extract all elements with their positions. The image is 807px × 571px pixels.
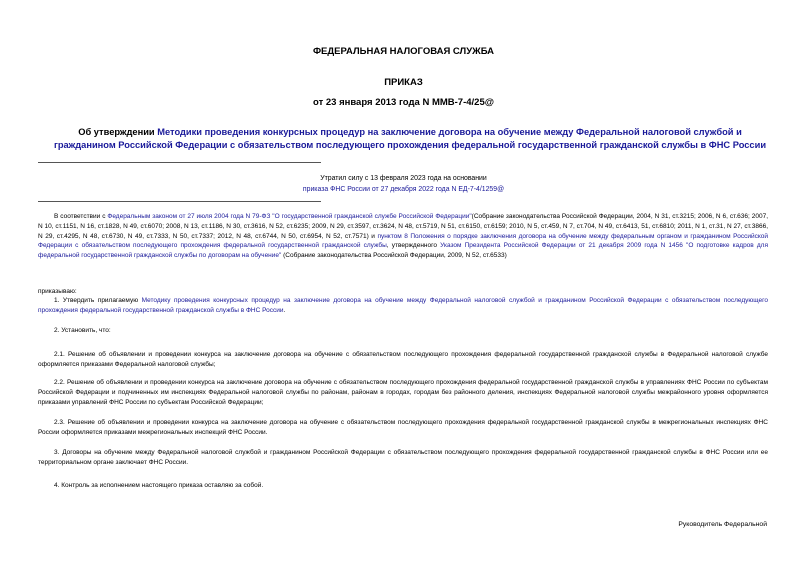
- regulation-clause-link[interactable]: пунктом 8 Положения о порядке заключения договора на обучение между федеральным органом и гражданином Российской Федерации с обязательством последующего прохождения федеральной государственной гражданской службы: [38, 232, 768, 250]
- doc-type-title: ПРИКАЗ: [384, 77, 423, 88]
- item-3: [38, 448, 768, 468]
- item-2-3-text: 2.3. Решение об объявлении и проведении конкурса на заключение договора на обучение с обязательством последующего прохождения федеральной государственной гражданской службы в межрегиональных инспекциях ФНС России оформляется приказами межрегиональных инспекций ФНС России.: [38, 419, 768, 436]
- item-2-2-text: 2.2. Решение об объявлении и проведении конкурса на заключение договора на обучение с обязательством последующего прохождения федеральной государственной гражданской службы в управлениях ФНС России по субъектам Российской Федерации и подчиненных им инспекциях Федеральной налоговой службы по районам, районам в городах, городам без районного деления, инспекциях Федеральной налоговой службы межрайонного уровня оформляется приказами управлений ФНС России по субъектам Российской Федерации;: [38, 379, 768, 406]
- basis-text-2: (Собрание законодательства Российской Федерации, 2004, N 31, ст.3215; 2006, N 6, ст.636; 2007, N 10, ст.1151, N 16, ст.1828, N 49, ст.6070; 2008, N 13, ст.1186, N 30, ст.3616, N 52, ст.6235; 2009, N 29, ст.3597, ст.3624, N 48, ст.5719, N 51, ст.6150, ст.6159; 2010, N 5, ст.459, N 7, ст.704, N 49, ст.6413, 51, ст.6810; 2011, N 1, ст.31, N 27, ст.3866, N 29, ст.4295, N 48, ст.6730, N 49, ст.7333, N 50, ст.7337; 2012, N 48, ст.6744, N 50, ст.6954, N 52, ст.7571) и: [38, 213, 769, 240]
- approved-methodology-link[interactable]: Методику проведения конкурсных процедур на заключение договора на обучение между Федеральной налоговой службой и гражданином Российской Федерации с обязательством последующего прохождения федеральной государственной гражданской службы в ФНС России: [38, 297, 768, 314]
- order-word: приказываю:: [38, 288, 77, 295]
- methodology-link[interactable]: Методики проведения конкурсных процедур на заключение договора на обучение между Федеральной налоговой службой и гражданином Российской Федерации с обязательством последующего прохождения федеральной государственной гражданской службы в ФНС России: [53, 127, 767, 150]
- order-subject: [50, 126, 770, 152]
- repeal-order-link[interactable]: приказа ФНС России от 27 декабря 2022 года N ЕД-7-4/1259@: [302, 186, 505, 193]
- item-4: [38, 481, 768, 491]
- basis-paragraph: [38, 212, 768, 261]
- item-3-text: 3. Договоры на обучение между Федеральной налоговой службой и гражданином Российской Федерации с обязательством последующего прохождения федеральной государственной гражданской службы в ФНС России или ее территориальном органе заключает ФНС России.: [38, 449, 768, 466]
- basis-text-1: В соответствии с: [54, 213, 108, 220]
- item-2-text: 2. Установить, что:: [54, 327, 111, 334]
- order-date-number: от 23 января 2013 года N ММВ-7-4/25@: [313, 97, 494, 108]
- item-2-2: [38, 378, 768, 407]
- divider-bottom: [38, 201, 321, 202]
- signature-title: Руководитель Федеральной: [678, 521, 767, 528]
- item-2: [38, 326, 768, 336]
- item-2-3: [38, 418, 768, 438]
- basis-text-3: , утвержденного: [386, 242, 441, 250]
- divider-top: [38, 162, 321, 163]
- item-1: [38, 296, 768, 316]
- repeal-note: Утратил силу с 13 февраля 2023 года на основании: [320, 175, 487, 182]
- item-1-end: .: [283, 306, 286, 314]
- item-1-text: 1. Утвердить прилагаемую: [54, 297, 142, 304]
- subject-prefix: Об утверждении: [78, 127, 158, 137]
- item-2-1: [38, 350, 768, 370]
- repeal-order-link-line: [0, 184, 807, 195]
- federal-law-link[interactable]: Федеральным законом от 27 июля 2004 года N 79-ФЗ "О государственной гражданской службе Российской Федерации": [107, 213, 472, 220]
- item-2-1-text: 2.1. Решение об объявлении и проведении конкурса на заключение договора на обучение с обязательством последующего прохождения федеральной государственной гражданской службы в Федеральной налоговой службе оформляется приказами Федеральной налоговой службы;: [38, 351, 768, 368]
- item-4-text: 4. Контроль за исполнением настоящего приказа оставляю за собой.: [54, 482, 264, 489]
- agency-title: ФЕДЕРАЛЬНАЯ НАЛОГОВАЯ СЛУЖБА: [312, 46, 495, 57]
- presidential-decree-link[interactable]: Указом Президента Российской Федерации от 21 декабря 2009 года N 1456 "О подготовке кадров для федеральной государственной гражданской службы по договорам на обучение": [38, 242, 768, 260]
- basis-text-4: (Собрание законодательства Российской Федерации, 2009, N 52, ст.6533): [281, 252, 507, 260]
